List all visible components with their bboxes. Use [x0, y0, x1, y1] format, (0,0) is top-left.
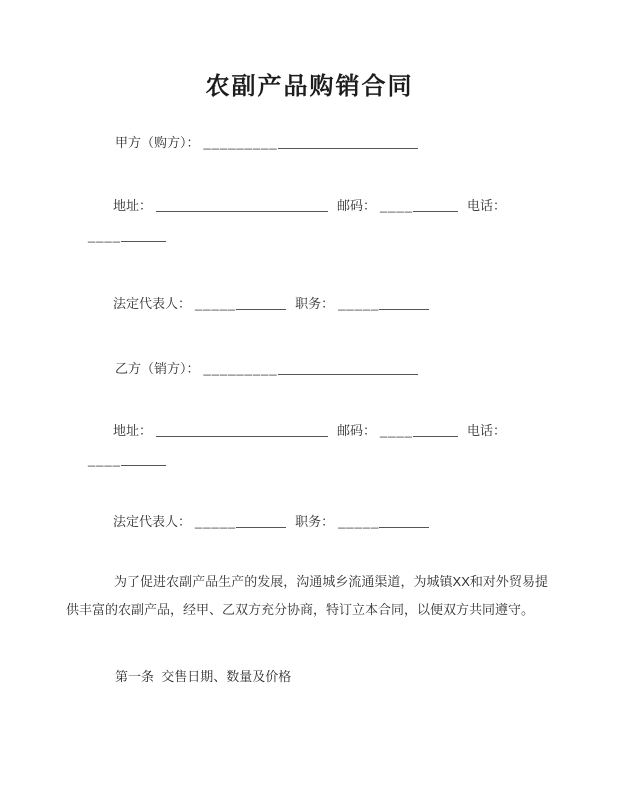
party-a-legal-rep-blank-line — [236, 309, 286, 310]
party-a-name-label: 甲方（购方）： — [115, 135, 200, 150]
party-b-position-blank-dashes: _____ — [338, 514, 380, 529]
party-a-address-label: 地址： — [113, 198, 153, 213]
party-a-legal-rep-blank-dashes: _____ — [195, 296, 237, 311]
party-a-legal-rep-row — [113, 293, 429, 312]
party-a-phone-overflow-row — [88, 228, 166, 243]
party-a-zip-label: 邮码： — [337, 198, 377, 213]
party-a-position-blank-dashes: _____ — [338, 296, 380, 311]
party-a-zip-blank-line — [413, 211, 458, 212]
party-b-phone-overflow-row — [88, 452, 166, 467]
party-b-legal-rep-label: 法定代表人： — [113, 514, 192, 529]
party-a-phone-blank-dashes: ____ — [88, 228, 121, 243]
party-b-legal-rep-blank-dashes: _____ — [195, 514, 237, 529]
party-b-phone-blank-line — [121, 465, 166, 466]
party-a-name-row — [115, 132, 418, 151]
preamble-paragraph: 为了促进农副产品生产的发展，沟通城乡流通渠道，为城镇XX和对外贸易提供丰富的农副产品，经甲、乙双方充分协商，特订立本合同，以便双方共同遵守。 — [66, 574, 548, 617]
party-b-address-row — [113, 420, 506, 439]
party-b-zip-blank-dashes: ____ — [380, 423, 413, 438]
party-a-position-blank-line — [379, 309, 429, 310]
party-b-phone-blank-dashes: ____ — [88, 452, 121, 467]
party-b-address-label: 地址： — [113, 423, 153, 438]
party-a-phone-blank-line — [121, 241, 166, 242]
document-title: 农副产品购销合同 — [205, 73, 414, 100]
party-a-position-label: 职务： — [295, 296, 335, 311]
party-a-zip-blank-dashes: ____ — [380, 198, 413, 213]
party-a-address-blank-line — [156, 211, 328, 212]
party-a-legal-rep-label: 法定代表人： — [113, 296, 192, 311]
party-b-zip-label: 邮码： — [337, 423, 377, 438]
party-b-zip-blank-line — [413, 436, 458, 437]
article-1-heading: 第一条 交售日期、数量及价格 — [115, 669, 292, 684]
party-b-name-blank-dashes: _________ — [203, 361, 278, 376]
party-b-position-label: 职务： — [295, 514, 335, 529]
party-a-name-blank-dashes: _________ — [203, 135, 278, 150]
party-b-legal-rep-blank-line — [236, 527, 286, 528]
party-b-name-label: 乙方（销方）： — [115, 361, 200, 376]
party-a-name-blank-line — [278, 148, 418, 149]
party-b-position-blank-line — [379, 527, 429, 528]
party-b-name-row — [115, 358, 418, 377]
party-b-phone-label: 电话： — [466, 423, 506, 438]
party-b-legal-rep-row — [113, 511, 429, 530]
party-b-name-blank-line — [278, 374, 418, 375]
party-a-address-row — [113, 195, 506, 214]
party-b-address-blank-line — [156, 436, 328, 437]
party-a-phone-label: 电话： — [466, 198, 506, 213]
